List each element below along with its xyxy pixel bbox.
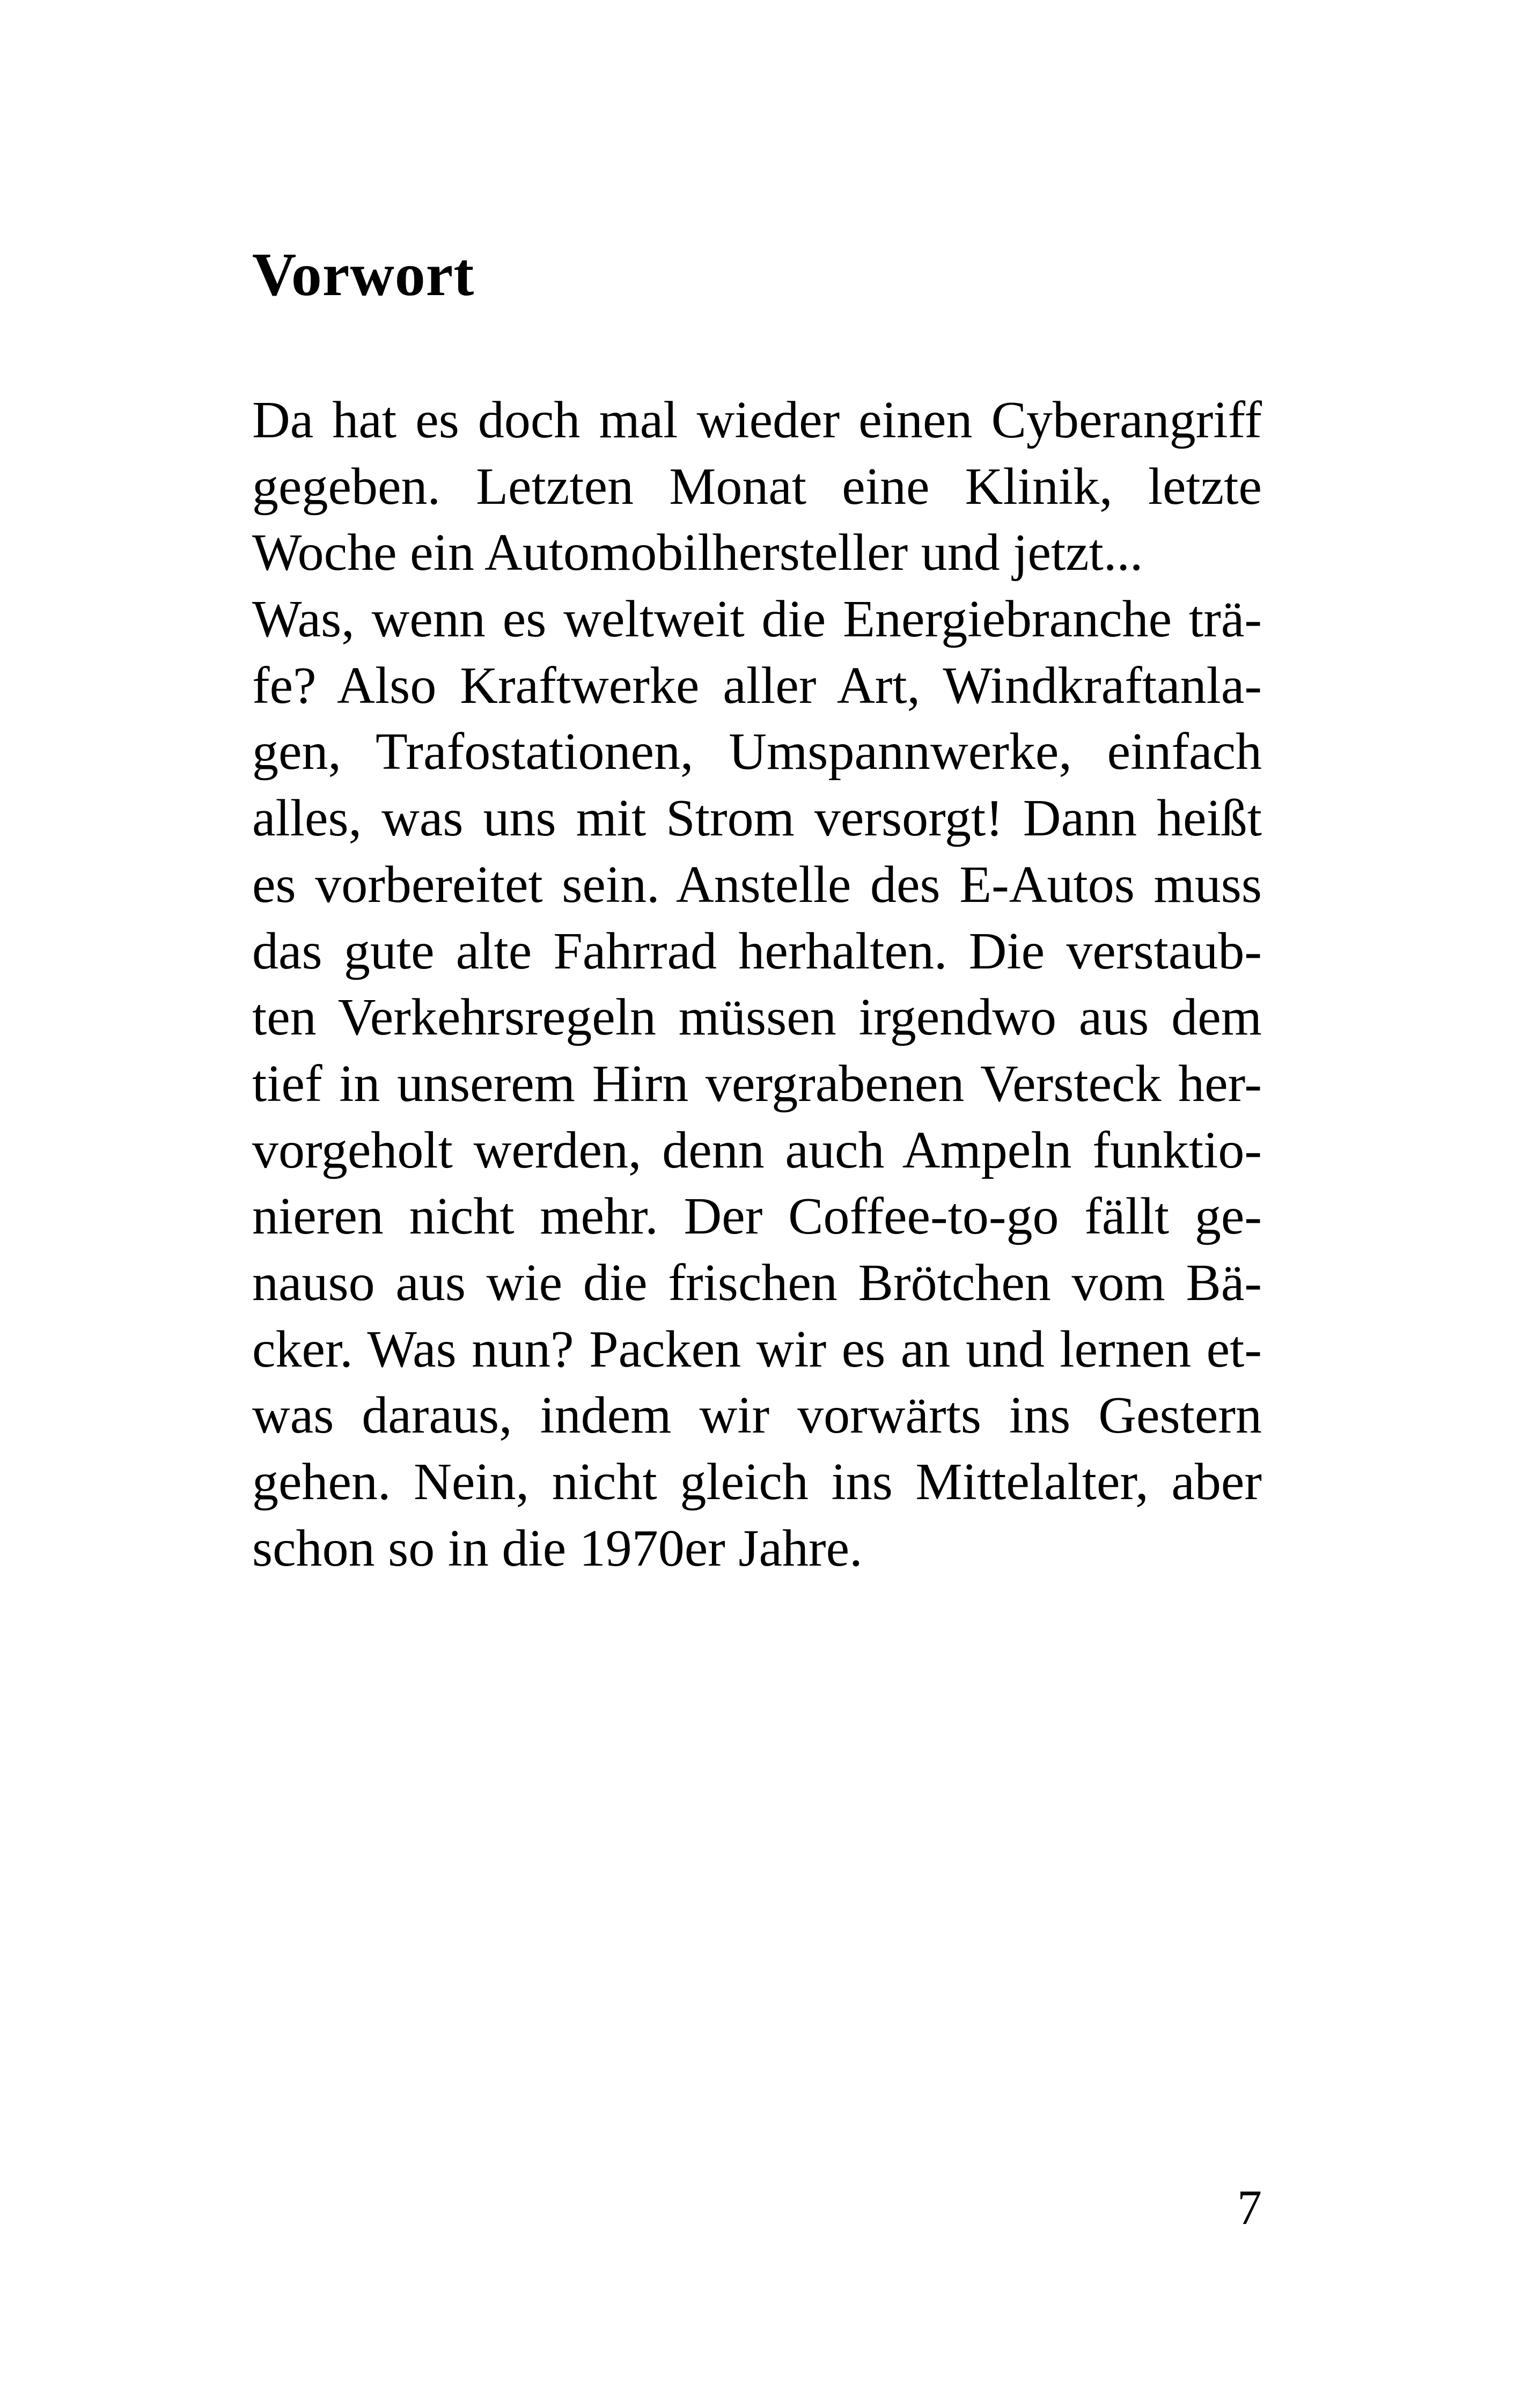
text-line: nauso aus wie die frischen Brötchen vom Bä-	[252, 1253, 1262, 1312]
text-line: gen, Trafostationen, Umspannwerke, einfach	[252, 723, 1262, 781]
text-line: das gute alte Fahrrad herhalten. Die verstaub-	[252, 922, 1262, 980]
text-line: gegeben. Letzten Monat eine Klinik, letzte	[252, 457, 1262, 516]
text-line: cker. Was nun? Packen wir es an und lernen et-	[252, 1320, 1262, 1378]
text-line: Was, wenn es weltweit die Energiebranche trä-	[252, 590, 1262, 649]
body-paragraph	[252, 387, 1262, 1582]
text-line: was daraus, indem wir vorwärts ins Gestern	[252, 1386, 1262, 1445]
text-line: Woche ein Automobilhersteller und jetzt...	[252, 524, 1143, 582]
chapter-heading: Vorwort	[252, 240, 475, 309]
text-line: schon so in die 1970er Jahre.	[252, 1519, 863, 1577]
text-line: nieren nicht mehr. Der Coffee-to-go fällt ge-	[252, 1187, 1262, 1246]
text-line: fe? Also Kraftwerke aller Art, Windkraftanla-	[252, 656, 1262, 715]
text-line: Da hat es doch mal wieder einen Cyberangriff	[252, 391, 1262, 449]
text-line: tief in unserem Hirn vergrabenen Versteck her-	[252, 1054, 1262, 1113]
text-line: gehen. Nein, nicht gleich ins Mittelalter, aber	[252, 1453, 1262, 1511]
page-number: 7	[1237, 2180, 1262, 2235]
text-line: ten Verkehrsregeln müssen irgendwo aus dem	[252, 988, 1262, 1047]
text-line: alles, was uns mit Strom versorgt! Dann heißt	[252, 789, 1262, 848]
text-line: es vorbereitet sein. Anstelle des E-Autos muss	[252, 855, 1262, 914]
text-line: vorgeholt werden, denn auch Ampeln funktio-	[252, 1121, 1262, 1179]
